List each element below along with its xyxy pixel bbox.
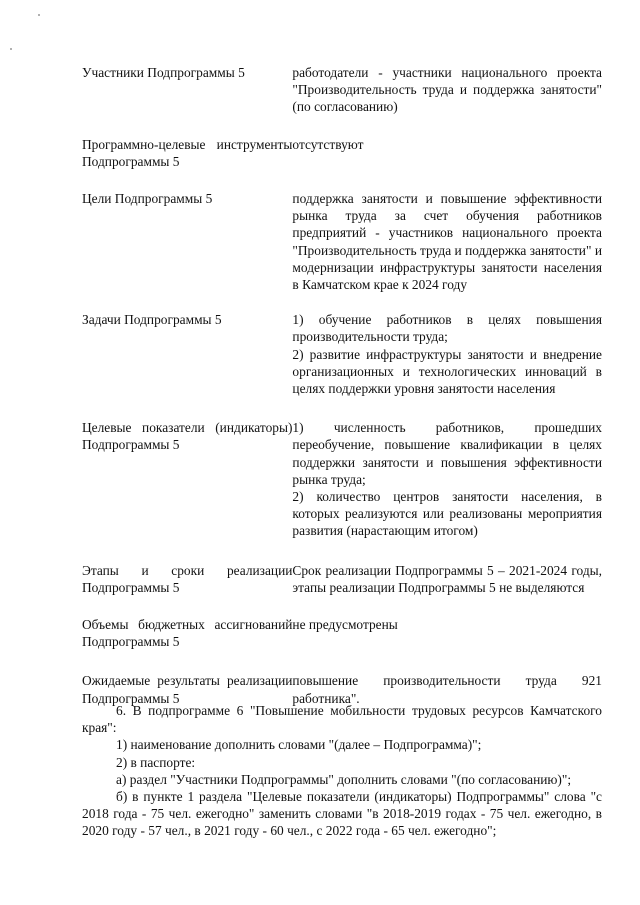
row-value — [292, 419, 602, 561]
row-label: Участники Подпрограммы 5 — [82, 65, 245, 80]
row-label: Программно-целевые инструменты Подпрограммы 5 — [82, 136, 293, 169]
row-value — [292, 562, 602, 616]
scan-speck — [38, 14, 40, 16]
row-label: Ожидаемые результаты реализации Подпрограммы 5 — [82, 673, 293, 706]
paragraph: б) в пункте 1 раздела "Целевые показатели (индикаторы) Подпрограммы" слова "с 2018 года - 75 чел. ежегодно" заменить словами "в 2018-2019 годах - 75 чел. ежегодно, в 2020 году - 57 чел., в 2021 году - 60 чел., с 2022 года - 65 чел. ежегодно"; — [82, 789, 602, 839]
row-value-item: 2) развитие инфраструктуры занятости и внедрение организационных и технологических инноваций в целях поддержки уровня занятости населения — [292, 346, 602, 397]
row-value-item: отсутствуют — [292, 136, 364, 152]
amendment-text — [82, 702, 602, 840]
row-label: Объемы бюджетных ассигнований Подпрограммы 5 — [82, 617, 293, 650]
paragraph: 2) в паспорте: — [116, 754, 196, 770]
row-value-item: работодатели - участники национального проекта "Производительность труда и поддержка занятости" (по согласованию) — [292, 65, 602, 115]
scan-speck — [10, 48, 12, 50]
row-value-item: 1) обучение работников в целях повышения производительности труда; — [292, 312, 602, 345]
paragraph: а) раздел "Участники Подпрограммы" дополнить словами "(по согласованию)"; — [116, 771, 572, 787]
row-value — [292, 190, 602, 311]
row-label: Задачи Подпрограммы 5 — [82, 312, 222, 328]
row-label: Целевые показатели (индикаторы) Подпрограммы 5 — [82, 420, 293, 453]
row-value-item: не предусмотрены — [292, 617, 398, 633]
row-value-item: поддержка занятости и повышение эффективности рынка труда за счет обучения работников предприятий - участников национального проекта "Производительность труда и поддержка занятости" и модернизации инфраструктуры занятости населения в Камчатском крае к 2024 году — [292, 191, 602, 293]
passport-row — [82, 616, 602, 672]
paragraph: 1) наименование дополнить словами "(далее – Подпрограмма)"; — [116, 737, 482, 753]
passport-row — [82, 419, 602, 561]
row-label: Цели Подпрограммы 5 — [82, 191, 213, 207]
row-value — [292, 311, 602, 419]
passport-row — [82, 64, 602, 136]
row-value-item: Срок реализации Подпрограммы 5 – 2021-2024 годы, этапы реализации Подпрограммы 5 не выделяются — [292, 562, 602, 595]
row-value — [292, 616, 602, 672]
passport-table — [82, 64, 602, 707]
passport-row — [82, 190, 602, 311]
row-value — [292, 64, 602, 136]
row-label: Этапы и сроки реализации Подпрограммы 5 — [82, 562, 293, 595]
passport-row — [82, 311, 602, 419]
paragraph: 6. В подпрограмме 6 "Повышение мобильности трудовых ресурсов Камчатского края": — [82, 703, 602, 736]
row-value-item: 1) численность работников, прошедших переобучение, повышение квалификации в целях поддержки занятости и повышения эффективности рынка труда; — [292, 420, 602, 487]
row-value-item: 2) количество центров занятости населения, в которых реализуются или реализованы мероприятия развития (нарастающим итогом) — [292, 489, 602, 539]
passport-row — [82, 562, 602, 616]
row-value — [292, 136, 602, 190]
passport-row — [82, 136, 602, 190]
row-value-item: повышение производительности труда 921 работника". — [292, 673, 602, 706]
